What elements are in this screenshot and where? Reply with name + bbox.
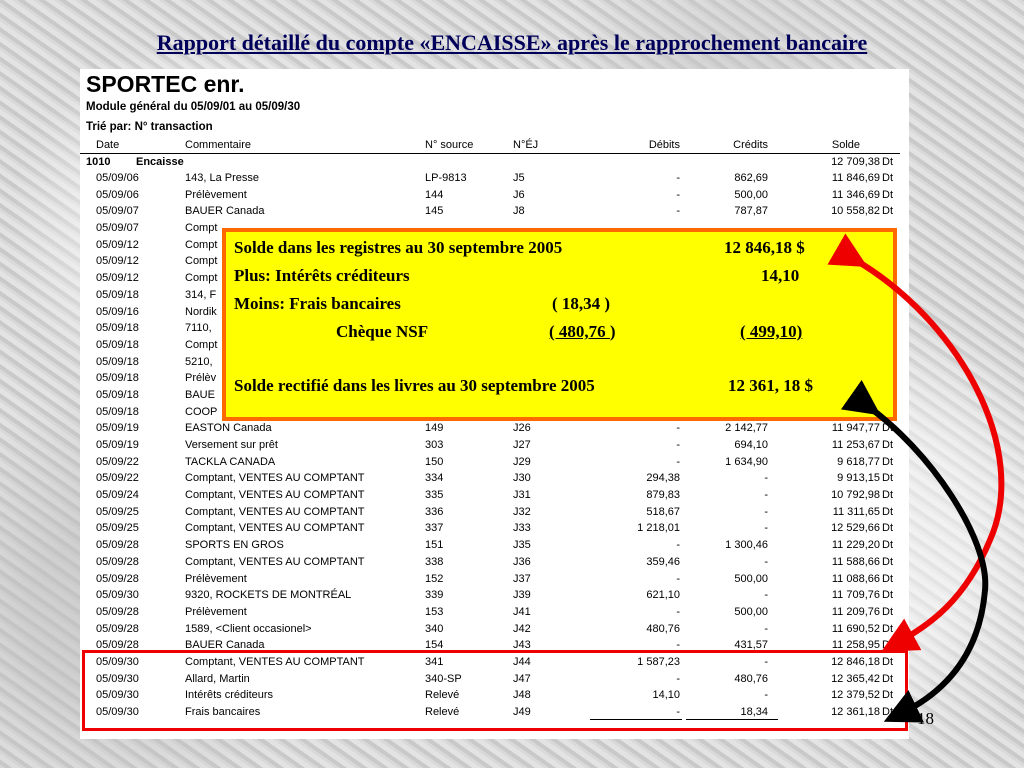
callout-line5-label: Solde rectifié dans les livres au 30 septembre 2005 xyxy=(234,376,595,395)
row-date: 05/09/30 xyxy=(96,672,139,685)
row-debit: 480,76 xyxy=(646,622,680,635)
row-balance: 11 846,69 xyxy=(831,172,880,184)
row-dt: Dt xyxy=(882,539,893,552)
row-comment: Prélèvement xyxy=(185,605,247,618)
row-comment: Prélèvement xyxy=(185,572,247,585)
row-ej: J39 xyxy=(513,589,531,602)
row-ej: J41 xyxy=(513,605,531,618)
row-source: 303 xyxy=(425,439,444,451)
row-comment: TACKLA CANADA xyxy=(185,455,276,468)
header-credits: Crédits xyxy=(733,139,768,151)
row-date: 05/09/28 xyxy=(96,572,139,585)
row-date: 05/09/28 xyxy=(96,605,139,618)
callout-line1-value: 12 846,18 $ xyxy=(724,238,805,257)
row-date: 05/09/28 xyxy=(96,555,139,568)
row-comment: BAUE xyxy=(185,388,215,401)
row-date: 05/09/25 xyxy=(96,522,139,535)
row-credit: 787,87 xyxy=(734,205,768,218)
row-dt: Dt xyxy=(882,622,893,635)
header-date: Date xyxy=(96,139,120,151)
row-debit: - xyxy=(676,439,680,451)
row-comment: BAUER Canada xyxy=(185,639,265,652)
row-debit: - xyxy=(676,539,680,552)
row-dt: Dt xyxy=(882,188,893,201)
row-ej: J37 xyxy=(513,572,531,585)
row-date: 05/09/19 xyxy=(96,422,139,435)
row-date: 05/09/30 xyxy=(96,706,139,718)
account-number: 1010 xyxy=(86,156,111,168)
row-balance: 12 846,18 xyxy=(831,655,880,668)
row-date: 05/09/12 xyxy=(96,238,139,251)
row-comment: Nordik xyxy=(185,305,217,318)
row-source: LP-9813 xyxy=(425,172,467,184)
row-credit: - xyxy=(764,489,768,502)
row-date: 05/09/30 xyxy=(96,589,139,602)
row-debit: - xyxy=(676,455,680,468)
row-balance: 11 253,67 xyxy=(831,439,880,451)
row-date: 05/09/07 xyxy=(96,205,139,218)
header-source: N° source xyxy=(425,139,474,151)
callout-line3-label: Moins: Frais bancaires xyxy=(234,294,401,313)
row-source: 336 xyxy=(425,505,444,518)
row-ej: J48 xyxy=(513,689,531,702)
row-comment: Compt xyxy=(185,238,218,251)
row-comment: Intérêts créditeurs xyxy=(185,689,274,702)
row-dt: Dt xyxy=(882,489,893,502)
row-date: 05/09/06 xyxy=(96,188,139,201)
row-comment: 7110, xyxy=(185,322,212,335)
callout-line4-label: Chèque NSF xyxy=(336,322,429,341)
row-source: 341 xyxy=(425,655,444,668)
row-comment: COOP xyxy=(185,405,218,418)
row-date: 05/09/22 xyxy=(96,472,139,485)
row-source: Relevé xyxy=(425,689,460,702)
row-source: 150 xyxy=(425,455,444,468)
row-ej: J42 xyxy=(513,622,531,635)
row-ej: J6 xyxy=(513,188,525,201)
row-comment: BAUER Canada xyxy=(185,205,265,218)
row-debit: - xyxy=(676,205,680,218)
row-ej: J27 xyxy=(513,439,531,451)
row-date: 05/09/18 xyxy=(96,372,139,385)
row-credit: 500,00 xyxy=(734,572,768,585)
row-source: 144 xyxy=(425,188,444,201)
row-date: 05/09/12 xyxy=(96,255,139,268)
row-comment: Comptant, VENTES AU COMPTANT xyxy=(185,555,365,568)
header-ej: N°ÉJ xyxy=(513,139,539,151)
row-dt: Dt xyxy=(882,522,893,535)
row-dt: Dt xyxy=(882,505,893,518)
row-date: 05/09/28 xyxy=(96,539,139,552)
row-source: 337 xyxy=(425,522,444,535)
row-ej: J47 xyxy=(513,672,531,685)
row-dt: Dt xyxy=(882,455,893,468)
row-dt: Dt xyxy=(882,472,893,485)
row-ej: J49 xyxy=(513,706,531,718)
row-ej: J29 xyxy=(513,455,531,468)
row-credit: 1 300,46 xyxy=(725,539,768,552)
row-source: 339 xyxy=(425,589,444,602)
row-debit: 294,38 xyxy=(646,472,680,485)
row-date: 05/09/06 xyxy=(96,172,139,184)
row-balance: 11 088,66 xyxy=(831,572,880,585)
row-balance: 11 947,77 xyxy=(831,422,880,435)
module-period: Module général du 05/09/01 au 05/09/30 xyxy=(86,101,301,113)
row-dt: Dt xyxy=(882,172,893,184)
row-credit: 500,00 xyxy=(734,605,768,618)
slide-title: Rapport détaillé du compte «ENCAISSE» après le rapprochement bancaire xyxy=(156,30,868,55)
row-dt: Dt xyxy=(882,422,893,435)
row-debit: - xyxy=(676,422,680,435)
row-ej: J44 xyxy=(513,655,531,668)
row-balance: 11 311,65 xyxy=(832,505,880,518)
row-date: 05/09/28 xyxy=(96,639,139,652)
header-debits: Débits xyxy=(648,139,680,151)
row-date: 05/09/18 xyxy=(96,388,139,401)
row-ej: J8 xyxy=(513,205,525,218)
row-credit: 694,10 xyxy=(734,439,768,451)
account-name: Encaisse xyxy=(136,156,184,168)
callout-line4-value-a-close: ) xyxy=(609,322,616,341)
row-comment: Prélèvement xyxy=(185,188,247,201)
row-balance: 12 379,52 xyxy=(831,689,880,702)
row-date: 05/09/18 xyxy=(96,405,139,418)
row-balance: 12 365,42 xyxy=(831,672,880,685)
row-comment: Comptant, VENTES AU COMPTANT xyxy=(185,505,365,518)
row-comment: Prélèv xyxy=(185,372,217,385)
account-opening-balance: 12 709,38 xyxy=(831,156,880,168)
row-source: 334 xyxy=(425,472,444,485)
row-comment: SPORTS EN GROS xyxy=(185,539,284,552)
row-credit: 18,34 xyxy=(740,706,768,718)
row-dt: Dt xyxy=(882,572,893,585)
row-balance: 12 529,66 xyxy=(831,522,880,535)
row-balance: 11 229,20 xyxy=(831,539,880,552)
row-date: 05/09/12 xyxy=(96,272,139,285)
row-credit: - xyxy=(764,589,768,602)
row-date: 05/09/28 xyxy=(96,622,139,635)
row-comment: 314, F xyxy=(185,288,217,301)
header-comment: Commentaire xyxy=(185,139,252,151)
row-dt: Dt xyxy=(882,672,893,685)
row-balance: 11 346,69 xyxy=(831,188,880,201)
row-debit: 1 587,23 xyxy=(637,655,680,668)
row-credit: 500,00 xyxy=(734,188,768,201)
callout-line2-value: 14,10 xyxy=(761,266,800,285)
row-balance: 11 709,76 xyxy=(831,589,880,602)
row-date: 05/09/30 xyxy=(96,689,139,702)
sort-order: Trié par: N° transaction xyxy=(86,121,213,133)
row-debit: - xyxy=(676,605,680,618)
row-comment: Comptant, VENTES AU COMPTANT xyxy=(185,489,365,502)
row-credit: - xyxy=(764,505,768,518)
row-comment: Frais bancaires xyxy=(185,706,261,718)
row-ej: J31 xyxy=(513,489,531,502)
row-balance: 12 361,18 xyxy=(831,706,880,718)
row-comment: Compt xyxy=(185,222,218,235)
row-source: 335 xyxy=(425,489,444,502)
row-dt: Dt xyxy=(882,205,893,218)
company-name: SPORTEC enr. xyxy=(86,71,245,97)
row-date: 05/09/16 xyxy=(96,305,139,318)
row-ej: J35 xyxy=(513,539,531,552)
row-ej: J26 xyxy=(513,422,531,435)
row-source: 145 xyxy=(425,205,444,218)
callout-line4-value-a-text: ( 480,76 xyxy=(549,322,610,341)
row-debit: 879,83 xyxy=(646,489,680,502)
row-balance: 11 588,66 xyxy=(831,555,880,568)
row-dt: Dt xyxy=(882,639,893,652)
row-date: 05/09/18 xyxy=(96,338,139,351)
row-dt: Dt xyxy=(882,589,893,602)
row-credit: - xyxy=(764,555,768,568)
row-debit: - xyxy=(676,706,680,718)
row-ej: J36 xyxy=(513,555,531,568)
row-comment: 5210, xyxy=(185,355,213,368)
row-dt: Dt xyxy=(882,689,893,702)
row-dt: Dt xyxy=(882,555,893,568)
row-debit: 1 218,01 xyxy=(637,522,680,535)
row-date: 05/09/24 xyxy=(96,489,139,502)
row-ej: J30 xyxy=(513,472,531,485)
row-credit: - xyxy=(764,622,768,635)
row-date: 05/09/18 xyxy=(96,322,139,335)
row-dt: Dt xyxy=(882,706,893,718)
row-credit: - xyxy=(764,472,768,485)
row-source: 149 xyxy=(425,422,444,435)
row-source: 154 xyxy=(425,639,444,652)
callout-line4-value-b: ( 499,10) xyxy=(740,322,803,341)
row-comment: Versement sur prêt xyxy=(185,439,278,451)
row-comment: 9320, ROCKETS DE MONTRÉAL xyxy=(185,589,352,602)
row-date: 05/09/22 xyxy=(96,455,139,468)
row-comment: Compt xyxy=(185,338,218,351)
row-comment: Comptant, VENTES AU COMPTANT xyxy=(185,472,365,485)
row-debit: 518,67 xyxy=(646,505,680,518)
row-source: Relevé xyxy=(425,706,460,718)
row-ej: J33 xyxy=(513,522,531,535)
row-debit: - xyxy=(676,188,680,201)
red-double-arrow xyxy=(852,258,1001,643)
row-comment: Compt xyxy=(185,255,218,268)
row-balance: 9 618,77 xyxy=(837,455,880,468)
callout-line2-label: Plus: Intérêts créditeurs xyxy=(234,266,410,285)
row-date: 05/09/18 xyxy=(96,288,139,301)
row-ej: J32 xyxy=(513,505,531,518)
row-date: 05/09/19 xyxy=(96,439,139,451)
row-dt: Dt xyxy=(882,605,893,618)
row-source: 338 xyxy=(425,555,444,568)
row-comment: 143, La Presse xyxy=(185,172,259,184)
row-source: 151 xyxy=(425,539,444,552)
row-source: 340 xyxy=(425,622,444,635)
row-source: 152 xyxy=(425,572,444,585)
row-credit: 2 142,77 xyxy=(725,422,768,435)
row-comment: Comptant, VENTES AU COMPTANT xyxy=(185,655,365,668)
row-debit: 621,10 xyxy=(646,589,680,602)
row-debit: - xyxy=(676,639,680,652)
row-balance: 10 558,82 xyxy=(831,205,880,218)
row-ej: J5 xyxy=(513,172,525,184)
row-comment: Compt xyxy=(185,272,218,285)
callout-line3-value: ( 18,34 ) xyxy=(552,294,611,313)
row-source: 153 xyxy=(425,605,444,618)
row-debit: 359,46 xyxy=(646,555,680,568)
row-credit: - xyxy=(764,655,768,668)
row-credit: 862,69 xyxy=(734,172,768,184)
row-comment: Comptant, VENTES AU COMPTANT xyxy=(185,522,365,535)
row-comment: 1589, <Client occasionel> xyxy=(185,622,312,635)
row-balance: 11 258,95 xyxy=(831,639,880,652)
row-dt: Dt xyxy=(882,655,893,668)
row-date: 05/09/18 xyxy=(96,355,139,368)
row-ej: J43 xyxy=(513,639,531,652)
row-date: 05/09/25 xyxy=(96,505,139,518)
account-dt: Dt xyxy=(882,156,893,168)
row-dt: Dt xyxy=(882,439,893,451)
row-credit: 431,57 xyxy=(734,639,768,652)
row-credit: - xyxy=(764,522,768,535)
row-debit: - xyxy=(676,172,680,184)
row-comment: Allard, Martin xyxy=(185,672,250,685)
row-source: 340-SP xyxy=(425,672,462,685)
row-balance: 11 209,76 xyxy=(831,605,880,618)
row-date: 05/09/30 xyxy=(96,655,139,668)
row-comment: EASTON Canada xyxy=(185,422,272,435)
row-credit: - xyxy=(764,689,768,702)
row-debit: - xyxy=(676,672,680,685)
row-credit: 480,76 xyxy=(734,672,768,685)
page-number: 18 xyxy=(917,709,934,728)
row-debit: 14,10 xyxy=(652,689,680,702)
callout-line1-label: Solde dans les registres au 30 septembre 2005 xyxy=(234,238,563,257)
row-balance: 11 690,52 xyxy=(831,622,880,635)
row-balance: 9 913,15 xyxy=(837,472,880,485)
row-credit: 1 634,90 xyxy=(725,455,768,468)
row-date: 05/09/07 xyxy=(96,222,139,235)
header-balance: Solde xyxy=(831,139,860,151)
row-balance: 10 792,98 xyxy=(831,489,880,502)
callout-line5-value: 12 361, 18 $ xyxy=(728,376,813,395)
row-debit: - xyxy=(676,572,680,585)
black-double-arrow xyxy=(866,405,985,714)
